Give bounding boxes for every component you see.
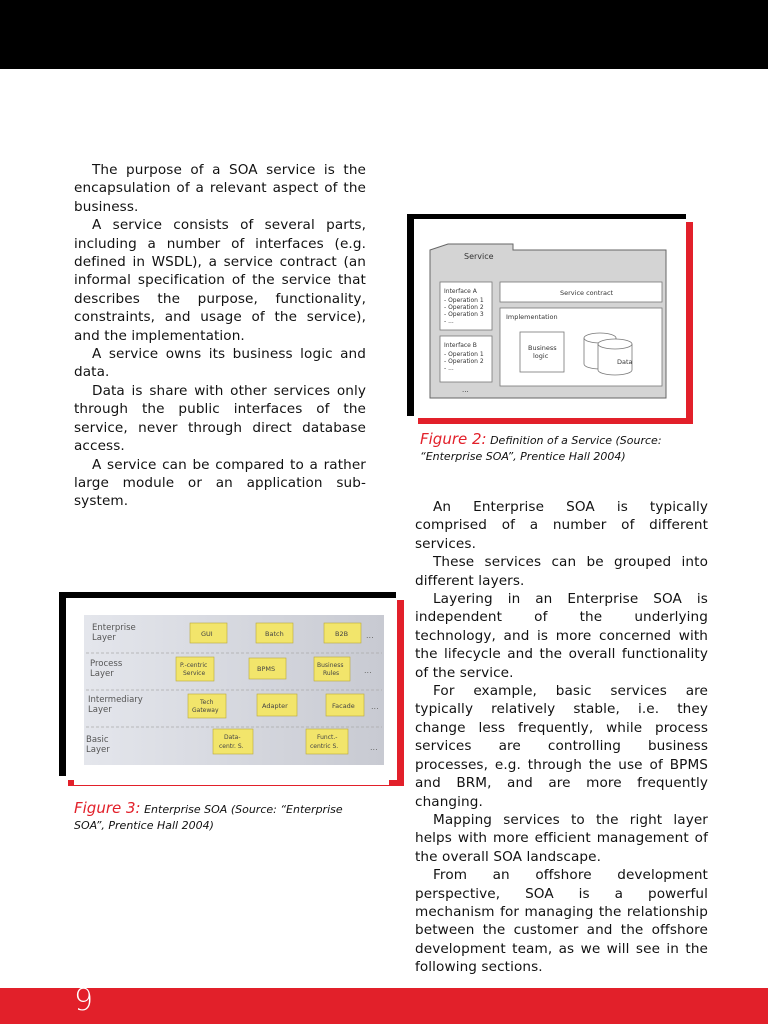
service-folder-icon — [249, 658, 286, 679]
service-box-label: Data- — [224, 734, 241, 741]
layer-label: Layer — [86, 745, 110, 755]
figure2-caption-text: Definition of a Service (Source: “Enterprise SOA”, Prentice Hall 2004) — [420, 434, 662, 463]
service-folder-icon — [188, 694, 226, 718]
ellipsis: ... — [462, 386, 469, 394]
layer-label: Process — [90, 659, 123, 669]
layer-label: Basic — [86, 735, 109, 745]
top-black-band — [0, 0, 768, 69]
layer-label: Layer — [90, 669, 114, 679]
service-box-label: GUI — [201, 630, 213, 638]
implementation-label: Implementation — [506, 313, 558, 321]
service-box-label: centric S. — [310, 743, 339, 750]
figure3-caption — [74, 800, 364, 834]
figure2-frame-bottom — [418, 418, 693, 424]
service-label: Service — [464, 252, 494, 261]
ellipsis: ... — [370, 743, 378, 752]
service-box-label: Rules — [323, 670, 340, 677]
figure3-frame-left — [59, 592, 66, 776]
service-box-label: Business — [317, 662, 344, 669]
service-box-label: B2B — [335, 630, 349, 638]
figure3-frame-right — [397, 600, 404, 786]
figure3-frame-top — [59, 592, 396, 598]
service-box-label: Tech — [200, 699, 214, 706]
interface-a-label: Interface A — [444, 288, 477, 295]
figure2-diagram — [418, 222, 683, 418]
service-box-label: P.-centric — [180, 662, 208, 669]
service-box-label: Adapter — [262, 702, 288, 710]
interface-a-op: - Operation 3 — [444, 311, 484, 318]
paragraph: A service consists of several parts, including a number of interfaces (e.g. defined in WSDL), a service contract (an informal specification of the service that describes the purpose, functionality, constraints, and usage of the service), and the implementation. — [74, 217, 366, 344]
interface-a-op: - Operation 2 — [444, 304, 484, 311]
layer-label: Layer — [88, 705, 112, 715]
paragraph: For example, basic services are typically relatively stable, i.e. they change less frequently, while process services are controlling business processes, e.g. through the use of BPMS and BRM, and are more frequently changing. — [415, 683, 708, 810]
paragraph: These services can be grouped into different layers. — [415, 554, 708, 589]
paragraph: Layering in an Enterprise SOA is independent of the underlying technology, and is more concerned with the lifecycle and the overall functionality of the service. — [415, 591, 708, 681]
layer-label: Intermediary — [88, 695, 143, 705]
interface-b-op: - ... — [444, 365, 454, 372]
service-contract-label: Service contract — [560, 289, 614, 297]
interface-b-label: Interface B — [444, 342, 477, 349]
paragraph: Data is share with other services only through the public interfaces of the service, never through direct database access. — [74, 382, 366, 455]
interface-a-op: - ... — [444, 318, 454, 325]
ellipsis: ... — [366, 631, 374, 640]
layer-label: Layer — [92, 633, 116, 643]
service-folder-icon — [190, 623, 227, 643]
service-box-label: centr. S. — [219, 743, 244, 750]
service-box-label: Facade — [332, 702, 355, 710]
figure3-diagram — [74, 605, 389, 785]
service-folder-icon — [324, 623, 361, 643]
figure2-frame-right — [686, 222, 693, 424]
service-box-label: Gateway — [192, 707, 219, 714]
figure3-caption-text: Enterprise SOA (Source: “Enterprise SOA”, Prentice Hall 2004) — [74, 803, 343, 832]
data-label: Data — [617, 358, 633, 366]
page-number: 9 — [74, 983, 94, 1018]
service-folder-icon — [326, 694, 364, 716]
service-box-label: BPMS — [257, 665, 276, 673]
figure2-caption — [420, 431, 690, 465]
service-box-label: Batch — [265, 630, 284, 638]
service-folder-icon — [176, 657, 214, 681]
paragraph: A service can be compared to a rather large module or an application sub-system. — [74, 456, 366, 510]
figure2-frame-top — [407, 214, 686, 219]
interface-b-op: - Operation 2 — [444, 358, 484, 365]
layer-label: Enterprise — [92, 623, 136, 633]
service-folder-icon — [314, 657, 350, 681]
service-box-label: Service — [183, 670, 206, 677]
ellipsis: ... — [371, 702, 379, 711]
service-folder-icon — [306, 729, 348, 754]
ellipsis: ... — [364, 666, 372, 675]
column-left-text — [74, 161, 366, 511]
bottom-red-band — [0, 988, 768, 1024]
interface-b-op: - Operation 1 — [444, 351, 484, 358]
column-right-text — [415, 498, 708, 977]
paragraph: From an offshore development perspective, SOA is a powerful mechanism for managing the relationship between the customer and the offshore development team, as we will see in the following sections. — [415, 867, 708, 976]
paragraph: A service owns its business logic and data. — [74, 346, 366, 381]
paragraph: An Enterprise SOA is typically comprised of a number of different services. — [415, 499, 708, 552]
figure2-frame-left — [407, 214, 414, 416]
paragraph: The purpose of a SOA service is the encapsulation of a relevant aspect of the business. — [74, 162, 366, 215]
service-folder-icon — [213, 729, 253, 754]
figure2-caption-label: Figure 2: — [420, 430, 487, 448]
business-logic-label: Business — [528, 344, 557, 352]
service-folder-icon — [256, 623, 293, 643]
service-box-label: Funct.- — [317, 734, 338, 741]
paragraph: Mapping services to the right layer helps with more efficient management of the overall SOA landscape. — [415, 811, 708, 865]
interface-a-op: - Operation 1 — [444, 297, 484, 304]
service-folder-icon — [257, 694, 297, 716]
figure3-caption-label: Figure 3: — [74, 799, 141, 817]
business-logic-label: logic — [533, 352, 549, 360]
